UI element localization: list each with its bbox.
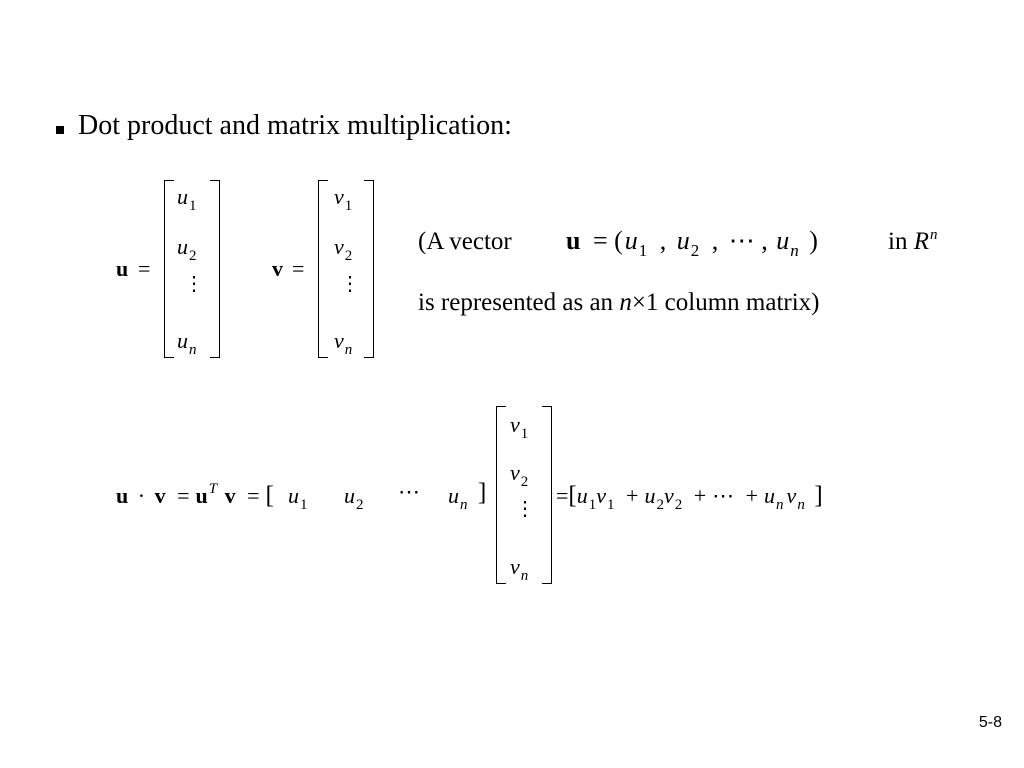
v-right-bracket: [364, 180, 374, 358]
u-label: u: [116, 256, 129, 281]
comma-2: ,: [711, 226, 719, 255]
v-left-bracket: [318, 180, 328, 358]
v-label: v: [272, 256, 283, 281]
row-entry-n: $u_n$: [448, 483, 468, 513]
col-entry-n: $v_n$: [510, 554, 529, 584]
row-entry-2: $u_2$: [344, 483, 364, 513]
u-left-bracket: [164, 180, 174, 358]
vector-definition: [566, 224, 818, 261]
cdots: ⋯: [728, 226, 755, 255]
formula-lhs: $u \cdot v = u^T$ v = [: [116, 481, 274, 509]
row-close-bracket: ]: [478, 479, 487, 506]
component-1: $u_1$: [624, 226, 648, 260]
row-cdots: ⋯: [398, 479, 420, 504]
v-vdots: ⋮: [340, 273, 360, 295]
v-equals: =: [292, 256, 305, 281]
component-n: $u_n$: [776, 226, 799, 260]
col-right-bracket: [542, 406, 552, 584]
component-2: $u_2$: [676, 226, 700, 260]
u-vdots: ⋮: [184, 273, 204, 295]
vector-close: ): [809, 226, 818, 255]
v-entry-2: $v_2$: [334, 234, 353, 264]
in-space: in $R^n$: [888, 227, 938, 255]
v-entry-1: $v_1$: [334, 184, 353, 214]
col-entry-1: $v_1$: [510, 412, 529, 442]
u-entry-2: $u_2$: [177, 234, 197, 264]
bullet-heading: Dot product and matrix multiplication:: [78, 110, 512, 141]
col-entry-2: $v_2$: [510, 460, 529, 490]
u-entry-1: $u_1$: [177, 184, 197, 214]
page-number: 5-8: [978, 714, 1002, 731]
formula-result: $=[u_1v_1 + u_2v_2$ + ⋯ + $u_n$ $v_n$ ]: [556, 482, 823, 513]
vector-equals: = (: [592, 226, 623, 255]
vector-symbol: u: [566, 226, 581, 255]
u-entry-n: $u_n$: [177, 328, 197, 358]
comma-1: ,: [659, 226, 667, 255]
row-entry-1: $u_1$: [288, 483, 308, 513]
comma-3: ,: [761, 226, 768, 255]
v-entry-n: $v_n$: [334, 328, 353, 358]
note-line-2: is represented as an n×1 column matrix): [418, 289, 820, 316]
u-right-bracket: [210, 180, 220, 358]
u-equals: =: [138, 256, 151, 281]
col-vdots: ⋮: [515, 498, 535, 520]
bullet-marker: [56, 126, 64, 134]
note-line-1-prefix: (A vector: [418, 228, 512, 255]
col-left-bracket: [496, 406, 506, 584]
